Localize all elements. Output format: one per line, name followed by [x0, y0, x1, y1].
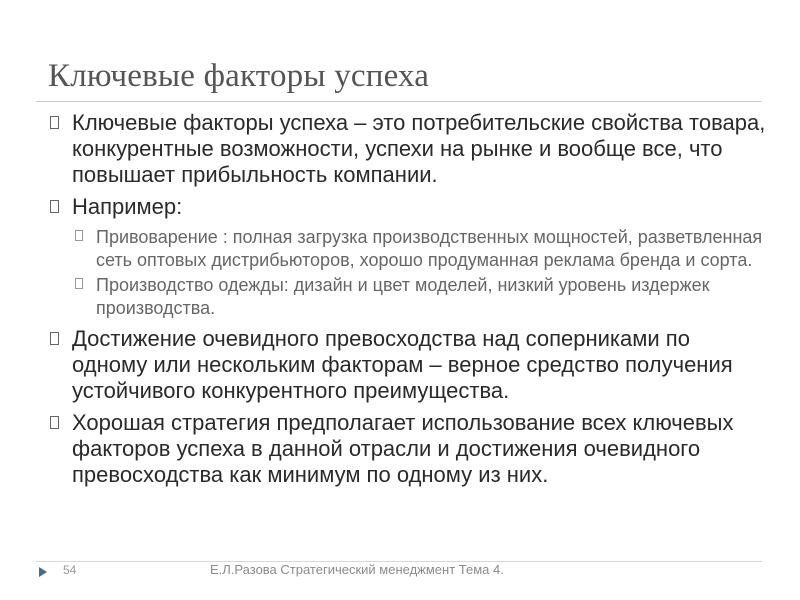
footer-text: Е.Л.Разова Стратегический менеджмент Тема 4.: [210, 562, 504, 577]
sub-bullet-text: Привоварение : полная загрузка производственных мощностей, разветвленная сеть оптовых дистрибьюторов, хорошо продуманная реклама бренда и сорта.: [96, 227, 763, 270]
bullet-item: [48, 194, 768, 220]
bullet-marker-icon: [50, 116, 59, 129]
bullet-item: [48, 110, 768, 188]
page-number: 54: [63, 563, 77, 577]
title-divider: [36, 101, 762, 102]
bullet-text: Например:: [72, 194, 183, 219]
bullet-text: Хорошая стратегия предполагает использование всех ключевых факторов успеха в данной отрасли и достижения очевидного превосходства как минимум по одному из них.: [72, 410, 734, 487]
slide-content: [48, 110, 768, 494]
bullet-marker-icon: [74, 230, 83, 243]
bullet-marker-icon: [50, 416, 59, 429]
bullet-text: Достижение очевидного превосходства над соперниками по одному или нескольким факторам – верное средство получения устойчивого конкурентного преимущества.: [72, 326, 733, 403]
sub-bullet-item: [72, 274, 768, 320]
bullet-item: [48, 326, 768, 404]
sub-bullet-text: Производство одежды: дизайн и цвет моделей, низкий уровень издержек производства.: [96, 275, 710, 318]
bullet-text: Ключевые факторы успеха – это потребительские свойства товара, конкурентные возможности, успехи на рынке и вообще все, что повышает прибыльность компании.: [72, 110, 766, 187]
triangle-right-icon: [38, 565, 48, 583]
slide-title: Ключевые факторы успеха: [48, 58, 430, 94]
bullet-marker-icon: [50, 200, 59, 213]
sub-bullet-item: [72, 226, 768, 272]
bullet-marker-icon: [50, 332, 59, 345]
bullet-item: [48, 410, 768, 488]
bullet-marker-icon: [74, 278, 83, 291]
